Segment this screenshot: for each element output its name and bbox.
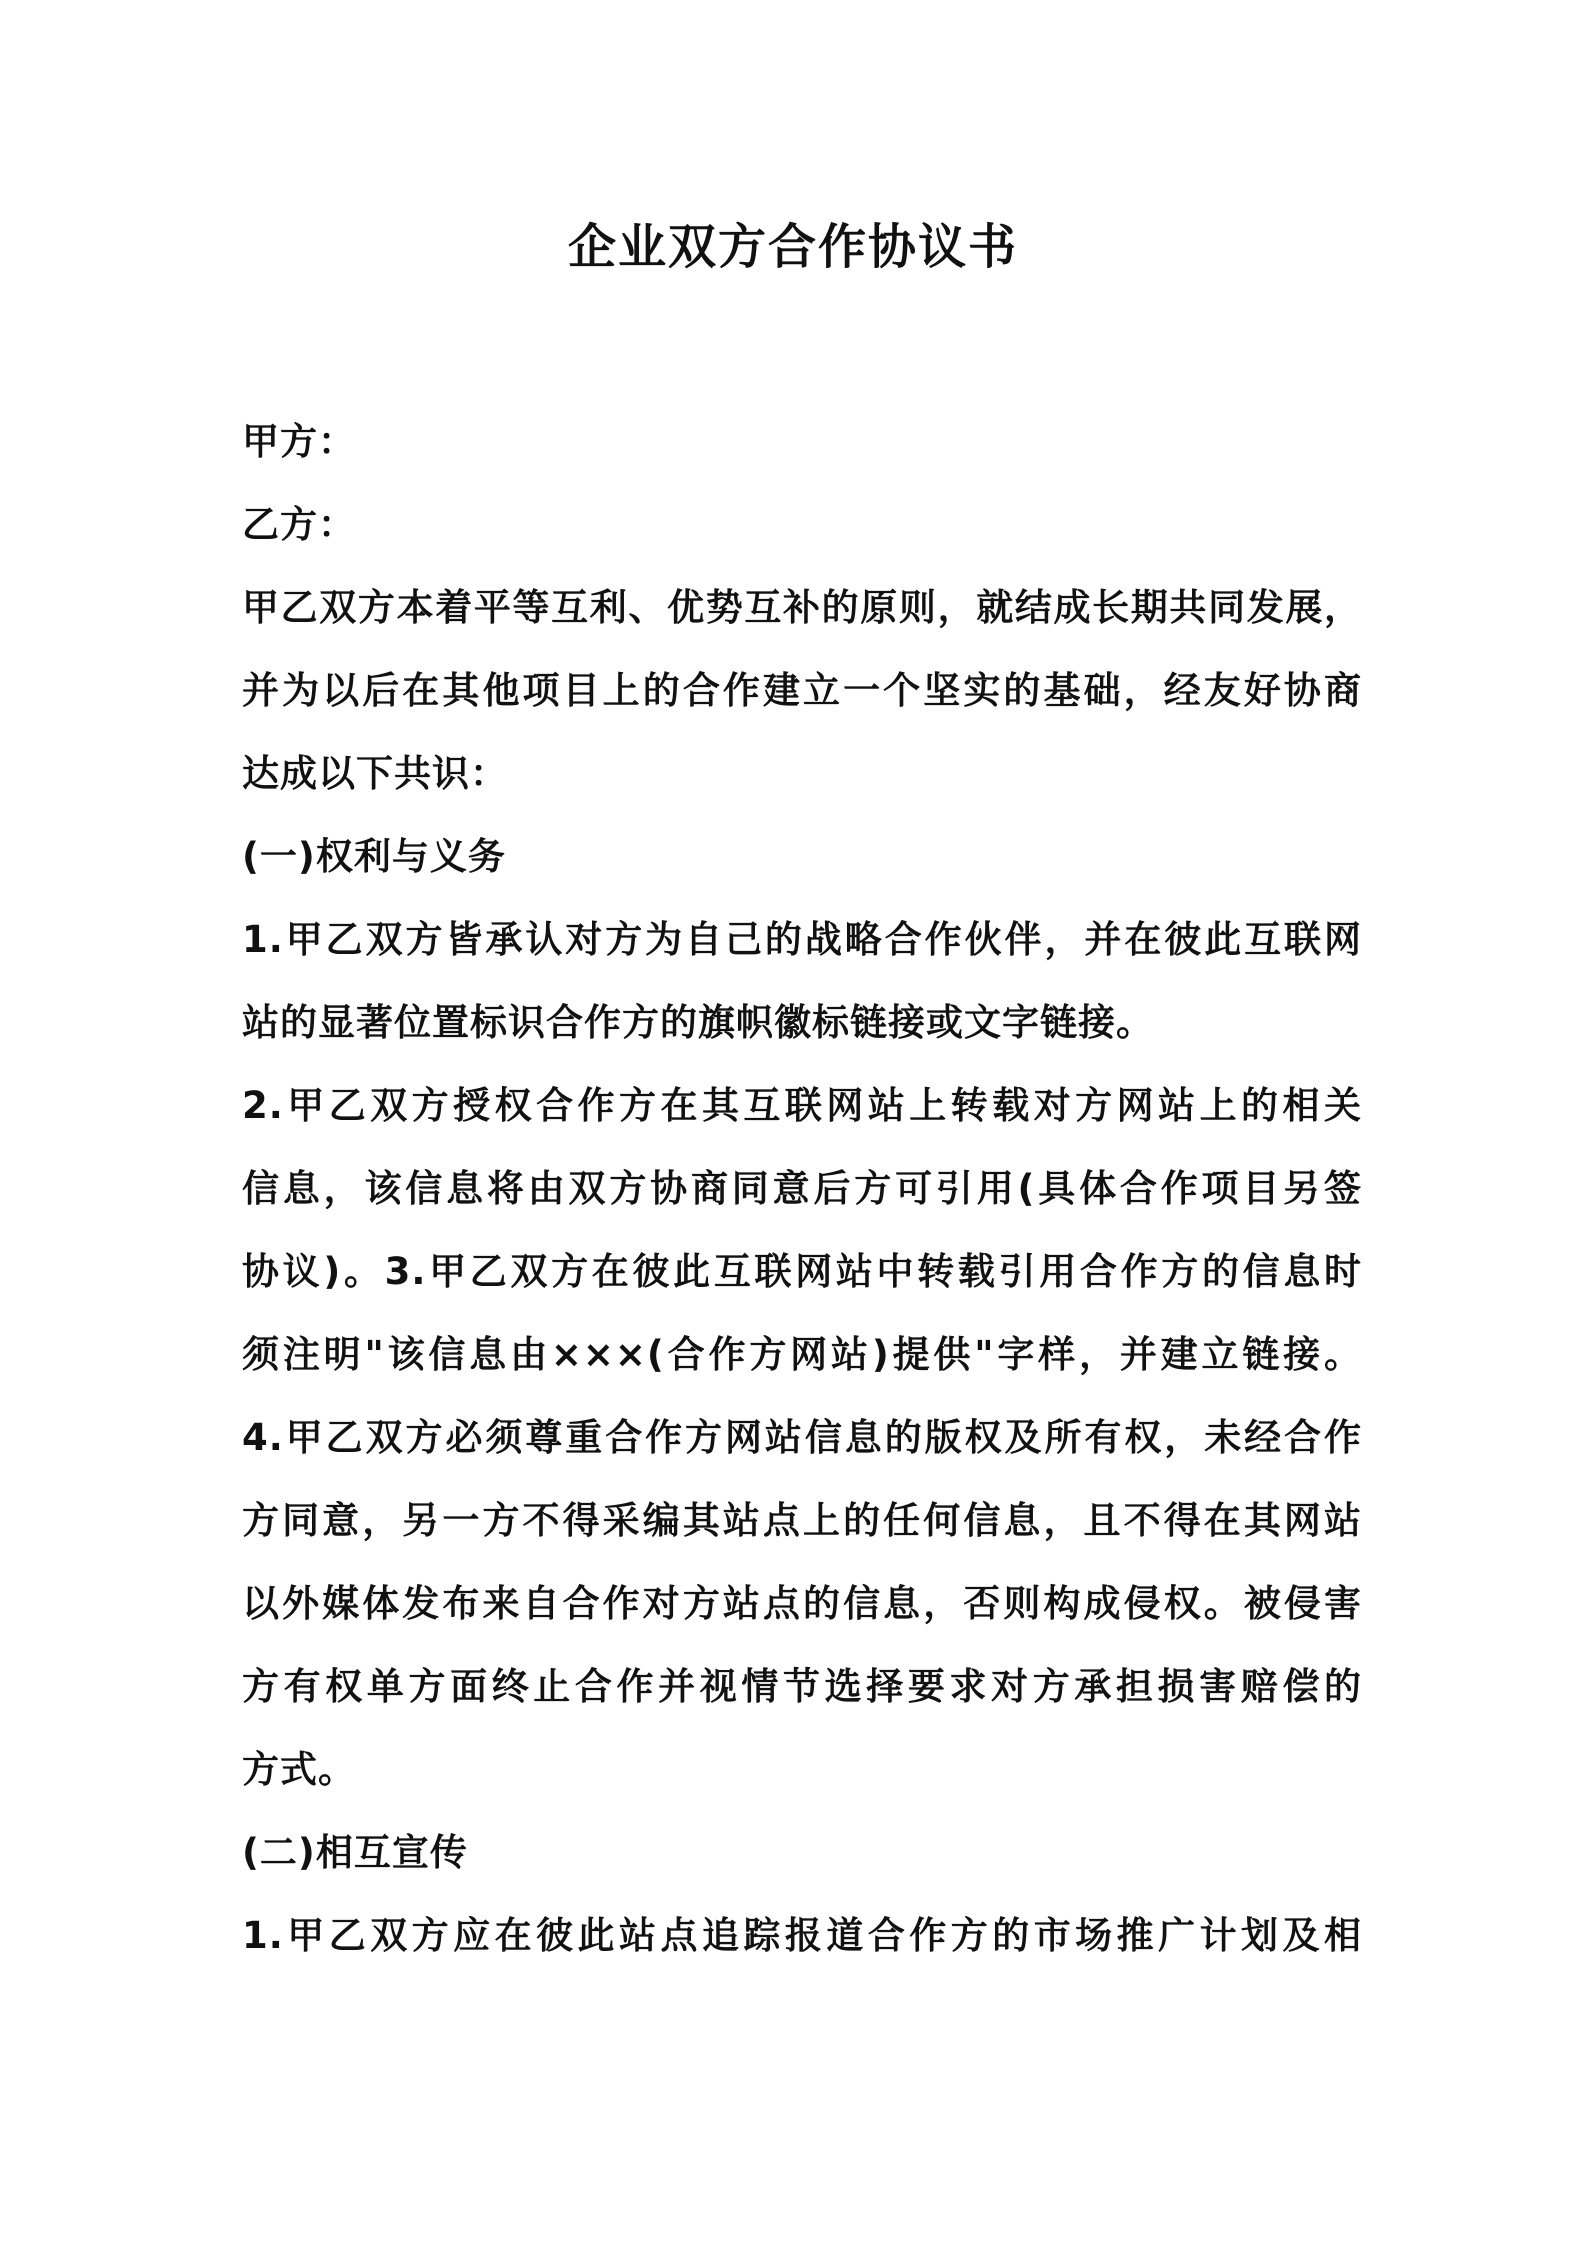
document-title: 企业双方合作协议书 — [567, 219, 1018, 275]
paragraph-line: 方式。 — [242, 1748, 356, 1791]
paragraph-line: 达成以下共识： — [242, 752, 508, 795]
paragraph-line: 方有权单方面终止合作并视情节选择要求对方承担损害赔偿的 — [242, 1665, 1362, 1708]
section-heading: (二)相互宣传 — [242, 1831, 468, 1874]
paragraph-line: 协议)。3.甲乙双方在彼此互联网站中转载引用合作方的信息时 — [242, 1250, 1362, 1293]
paragraph-line: 1.甲乙双方皆承认对方为自己的战略合作伙伴，并在彼此互联网 — [242, 918, 1362, 961]
paragraph-line: 2.甲乙双方授权合作方在其互联网站上转载对方网站上的相关 — [242, 1084, 1362, 1127]
party-a-label: 甲方： — [242, 420, 356, 463]
paragraph-line: 须注明"该信息由×××(合作方网站)提供"字样，并建立链接。 — [242, 1333, 1362, 1376]
party-b-label: 乙方： — [242, 503, 356, 546]
document-body — [242, 400, 1362, 1977]
paragraph-line: 1.甲乙双方应在彼此站点追踪报道合作方的市场推广计划及相 — [242, 1914, 1362, 1957]
paragraph-line: 信息，该信息将由双方协商同意后方可引用(具体合作项目另签 — [242, 1167, 1362, 1210]
paragraph-line: 方同意，另一方不得采编其站点上的任何信息，且不得在其网站 — [242, 1499, 1362, 1542]
paragraph-line: 并为以后在其他项目上的合作建立一个坚实的基础，经友好协商 — [242, 669, 1362, 712]
paragraph-line: 以外媒体发布来自合作对方站点的信息，否则构成侵权。被侵害 — [242, 1582, 1362, 1625]
paragraph-line: 站的显著位置标识合作方的旗帜徽标链接或文字链接。 — [242, 1001, 1154, 1044]
paragraph-line: 4.甲乙双方必须尊重合作方网站信息的版权及所有权，未经合作 — [242, 1416, 1362, 1459]
paragraph-line: 甲乙双方本着平等互利、优势互补的原则，就结成长期共同发展， — [242, 586, 1362, 629]
section-heading: (一)权利与义务 — [242, 835, 506, 878]
